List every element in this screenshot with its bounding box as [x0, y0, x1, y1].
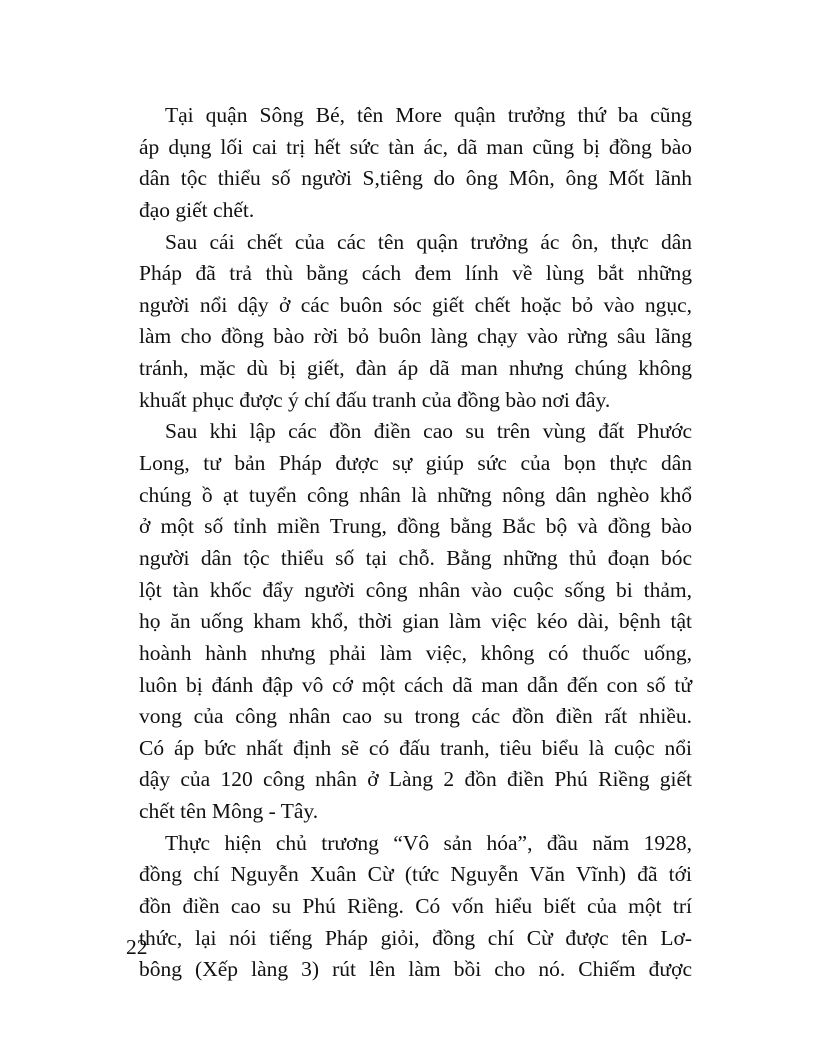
- text-line: tránh, mặc dù bị giết, đàn áp dã man nhưng chúng không: [139, 356, 692, 381]
- text-line: đồng chí Nguyễn Xuân Cừ (tức Nguyễn Văn Vĩnh) đã tới: [139, 862, 692, 887]
- text-line: áp dụng lối cai trị hết sức tàn ác, dã man cũng bị đồng bào: [139, 134, 692, 159]
- text-line: dân tộc thiểu số người S,tiêng do ông Môn, ông Mốt lãnh: [139, 166, 692, 191]
- text-line: khuất phục được ý chí đấu tranh của đồng bào nơi đây.: [139, 387, 611, 412]
- text-line: dậy của 120 công nhân ở Làng 2 đồn điền Phú Riềng giết: [139, 767, 692, 792]
- text-line: chết tên Mông - Tây.: [139, 799, 319, 824]
- text-line: vong của công nhân cao su trong các đồn điền rất nhiều.: [139, 704, 692, 729]
- text-line: lột tàn khốc đẩy người công nhân vào cuộc sống bi thảm,: [139, 577, 692, 602]
- text-line: đạo giết chết.: [139, 197, 255, 222]
- text-line: đồn điền cao su Phú Riềng. Có vốn hiểu biết của một trí: [139, 894, 692, 919]
- text-line: chúng ồ ạt tuyển công nhân là những nông dân nghèo khổ: [139, 482, 692, 507]
- text-line: Long, tư bản Pháp được sự giúp sức của bọn thực dân: [139, 451, 692, 476]
- text-line: Sau khi lập các đồn điền cao su trên vùng đất Phước: [165, 419, 692, 444]
- text-line: Pháp đã trả thù bằng cách đem lính về lùng bắt những: [139, 261, 692, 286]
- text-line: luôn bị đánh đập vô cớ một cách dã man dẫn đến con số tử: [139, 672, 692, 697]
- text-line: Tại quận Sông Bé, tên More quận trưởng thứ ba cũng: [165, 103, 692, 127]
- text-line: Có áp bức nhất định sẽ có đấu tranh, tiêu biểu là cuộc nổi: [139, 735, 692, 760]
- text-line: người nổi dậy ở các buôn sóc giết chết hoặc bỏ vào ngục,: [139, 292, 692, 317]
- text-line: ở một số tỉnh miền Trung, đồng bằng Bắc bộ và đồng bào: [139, 514, 692, 539]
- text-line: làm cho đồng bào rời bỏ buôn làng chạy vào rừng sâu lãng: [139, 324, 692, 349]
- text-line: Sau cái chết của các tên quận trưởng ác ôn, thực dân: [165, 229, 692, 254]
- text-line: hoành hành nhưng phải làm việc, không có thuốc uống,: [139, 640, 692, 665]
- page-number: 22: [126, 935, 148, 959]
- text-line: Thực hiện chủ trương “Vô sản hóa”, đầu năm 1928,: [165, 830, 692, 855]
- body-text: [139, 100, 692, 986]
- text-line: họ ăn uống kham khổ, thời gian làm việc kéo dài, bệnh tật: [139, 609, 692, 634]
- text-line: thức, lại nói tiếng Pháp giỏi, đồng chí Cừ được tên Lơ-: [139, 925, 692, 950]
- text-line: người dân tộc thiểu số tại chỗ. Bằng những thủ đoạn bóc: [139, 545, 692, 570]
- text-line: bông (Xếp làng 3) rút lên làm bồi cho nó. Chiếm được: [139, 957, 692, 982]
